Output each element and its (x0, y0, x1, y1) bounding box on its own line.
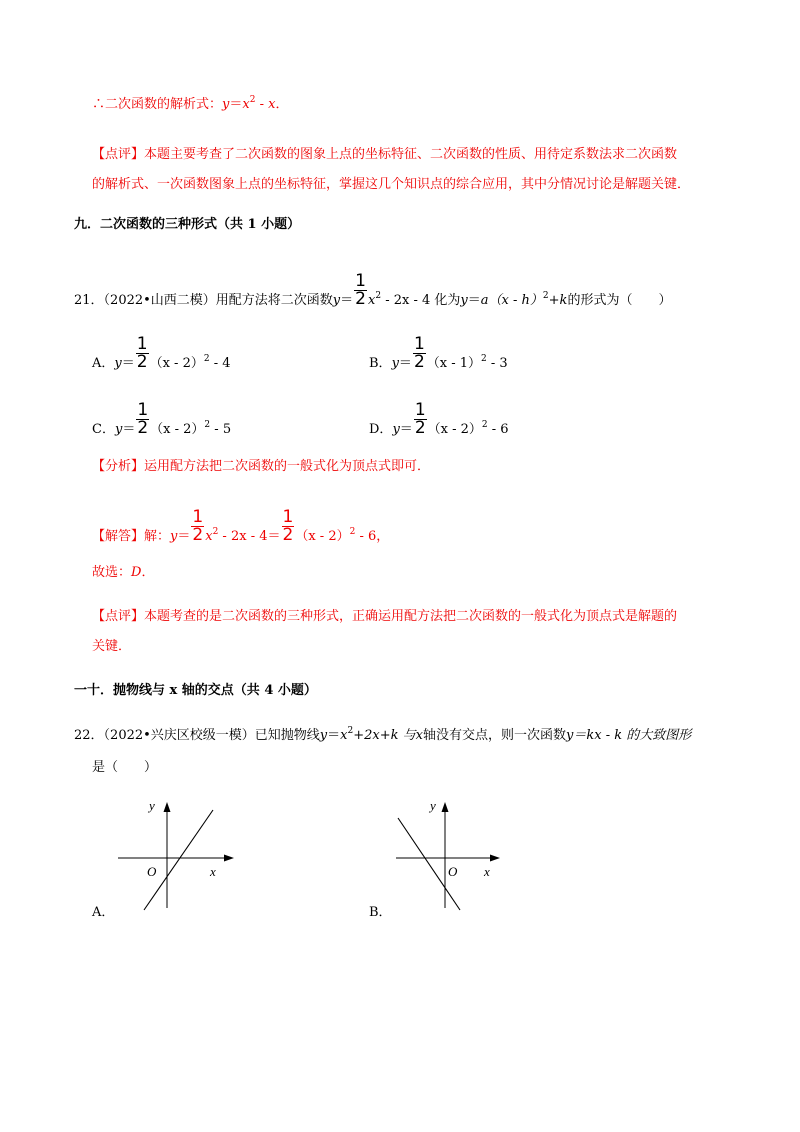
graph-a-svg (110, 798, 240, 916)
fraction-numerator: 1 (355, 271, 366, 291)
stem-expr: ＝kx - k 的大致图形 (573, 728, 692, 743)
solution-prefix: 【解答】解： (92, 529, 171, 544)
fraction-denominator: 2 (414, 418, 426, 438)
exponent: 2 (481, 354, 487, 364)
section-9-heading: 九．二次函数的三种形式（共 1 小题） (74, 217, 301, 232)
stem-tail: 的形式为（ ） (567, 293, 672, 308)
origin-label: O (147, 864, 157, 879)
section-10-heading: 一十．抛物线与 x 轴的交点（共 4 小题） (74, 683, 317, 698)
equals-sign: ＝ (467, 293, 481, 308)
y-axis-label: y (149, 798, 155, 813)
y-axis-label: y (430, 798, 436, 813)
option-tail: - 4 (209, 356, 231, 371)
x-axis-arrow-icon (224, 855, 234, 862)
origin-label: O (448, 864, 458, 879)
stem-rest: - 2x - 4 化为 (381, 293, 461, 308)
y-axis-arrow-icon (442, 802, 449, 812)
var-y: y (114, 356, 122, 371)
exponent: 2 (212, 527, 219, 537)
graph-b[interactable] (388, 798, 518, 916)
fraction-one-half (354, 273, 367, 308)
option-tail: - 5 (210, 422, 232, 437)
equals-sign: ＝ (121, 356, 135, 371)
var-x: x (368, 293, 376, 308)
period: ． (141, 565, 155, 580)
fraction-one-half (413, 336, 426, 371)
x-axis-label: x (484, 864, 490, 879)
var-y: y (170, 529, 178, 544)
period: ． (275, 97, 289, 112)
graph-b-label[interactable]: B． (369, 905, 392, 920)
equals-sign: ＝ (122, 422, 136, 437)
option-b[interactable] (369, 334, 508, 381)
stem-expr: +2x+k 与 (353, 728, 416, 743)
exponent: 2 (542, 291, 549, 301)
minus-sign: - (255, 97, 269, 112)
fraction-denominator: 2 (137, 418, 149, 438)
fraction-denominator: 2 (136, 352, 148, 372)
var-x: x (415, 728, 423, 743)
graph-line (144, 810, 213, 910)
var-y: y (114, 422, 123, 437)
option-body: （x - 2） (427, 422, 482, 437)
var-y: y (332, 293, 341, 308)
equals-sign: ＝ (177, 529, 191, 544)
option-label: B． (369, 356, 392, 371)
option-tail: - 3 (486, 356, 508, 371)
option-body: （x - 2） (150, 422, 205, 437)
conclusion-text: ∴二次函数的解析式： (92, 97, 223, 112)
comment-line-1: 【点评】本题考查的是二次函数的三种形式，正确运用配方法把二次函数的一般式化为顶点式是解题的 (92, 609, 678, 624)
option-d[interactable] (369, 400, 509, 447)
option-body: （x - 2） (149, 356, 204, 371)
x-axis-label: x (210, 864, 216, 879)
previous-comment-line-1: 【点评】本题主要考查了二次函数的图象上点的坐标特征、二次函数的性质、用待定系数法求二次函数 (92, 147, 678, 162)
comment-line-2: 关键． (92, 639, 132, 654)
fraction-numerator: 1 (414, 400, 426, 420)
question-22-stem-line-2: 是（ ） (92, 760, 158, 775)
answer-letter: D (131, 565, 142, 580)
var-x: x (268, 97, 276, 112)
solution-text (92, 507, 390, 554)
equals-sign: ＝ (327, 728, 341, 743)
option-body: （x - 1） (426, 356, 482, 371)
form-paren: （x - h） (488, 293, 543, 308)
var-y: y (222, 97, 230, 112)
analysis-text: 【分析】运用配方法把二次函数的一般式化为顶点式即可． (92, 459, 431, 474)
var-y: y (460, 293, 468, 308)
option-tail: - 6 (487, 422, 509, 437)
fraction-denominator: 2 (192, 525, 204, 545)
graph-b-svg (388, 798, 518, 916)
exponent: 2 (249, 95, 256, 105)
var-y: y (566, 728, 574, 743)
exponent: 2 (481, 420, 488, 430)
var-x: x (340, 728, 348, 743)
exponent: 2 (203, 354, 210, 364)
solution-part: - 6， (355, 529, 390, 544)
exponent: 2 (347, 726, 354, 736)
equals-sign: ＝ (229, 97, 243, 112)
fraction-numerator: 1 (282, 507, 294, 527)
exponent: 2 (204, 420, 211, 430)
option-label: A． (92, 356, 115, 371)
fraction-numerator: 1 (136, 334, 148, 354)
question-22-stem-line-1 (74, 727, 691, 745)
fraction-one-half (282, 509, 295, 544)
stem-text: 轴没有交点，则一次函数 (423, 728, 567, 743)
solution-part: - 2x - 4＝ (218, 529, 281, 544)
exponent: 2 (349, 527, 356, 537)
previous-conclusion (92, 96, 289, 114)
y-axis-arrow-icon (164, 802, 171, 812)
equals-sign: ＝ (399, 422, 413, 437)
fraction-denominator: 2 (413, 352, 425, 372)
fraction-numerator: 1 (192, 507, 204, 527)
graph-a-label[interactable]: A． (92, 905, 115, 920)
var-k: +k (548, 293, 568, 308)
var-y: y (392, 422, 400, 437)
solution-part: （x - 2） (295, 529, 350, 544)
stem-text: 22．（2022•兴庆区校级一模）已知抛物线 (74, 728, 320, 743)
option-a[interactable] (92, 334, 231, 381)
var-x: x (205, 529, 213, 544)
fraction-one-half (136, 336, 149, 371)
option-label: C． (92, 422, 115, 437)
question-21-stem (74, 271, 672, 318)
question-21-number: 21．（2022•山西二模）用配方法将二次函数 (74, 293, 333, 308)
option-label: D． (369, 422, 393, 437)
fraction-one-half (136, 402, 149, 437)
equals-sign: ＝ (398, 356, 412, 371)
answer-prefix: 故选： (92, 565, 132, 580)
equals-sign: ＝ (340, 293, 354, 308)
exponent: 2 (375, 291, 382, 301)
fraction-denominator: 2 (355, 289, 366, 309)
fraction-numerator: 1 (413, 334, 425, 354)
fraction-denominator: 2 (282, 525, 294, 545)
var-a: a (480, 293, 489, 308)
var-y: y (319, 728, 328, 743)
option-c[interactable] (92, 400, 232, 447)
fraction-one-half (414, 402, 427, 437)
x-axis-arrow-icon (490, 855, 500, 862)
answer-text (92, 564, 154, 582)
fraction-one-half (191, 509, 204, 544)
var-x: x (242, 97, 250, 112)
graph-a[interactable] (110, 798, 240, 916)
fraction-numerator: 1 (137, 400, 149, 420)
var-y: y (391, 356, 399, 371)
previous-comment-line-2: 的解析式、一次函数图象上点的坐标特征，掌握这几个知识点的综合应用，其中分情况讨论是解题关键． (92, 177, 691, 192)
